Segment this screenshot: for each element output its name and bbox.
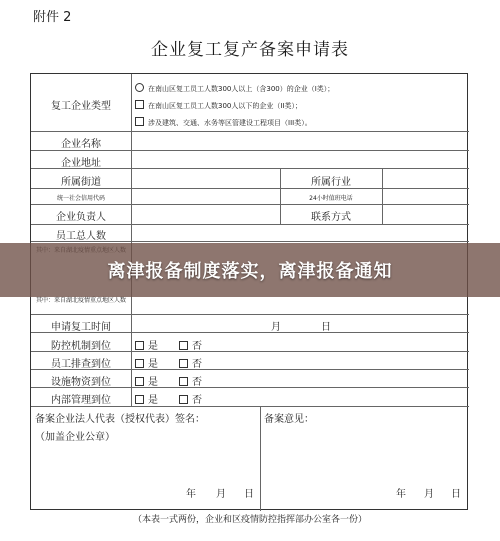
check-label-2: 员工排查到位 — [51, 359, 111, 370]
check-no-2[interactable]: 否 — [179, 355, 202, 370]
right-date-month: 月 — [424, 489, 434, 500]
total-staff-label: 员工总人数 — [56, 231, 106, 242]
contact-label: 联系方式 — [311, 212, 351, 223]
company-address-label: 企业地址 — [61, 158, 101, 169]
hotline-label: 24小时值班电话 — [309, 195, 353, 202]
check-no-3[interactable]: 否 — [179, 373, 202, 388]
type-option-2[interactable]: 在南山区复工员工人数300人以下的企业（II类）； — [135, 100, 302, 111]
check-label-1: 防控机制到位 — [51, 341, 111, 352]
checkbox-icon — [135, 359, 144, 368]
industry-label: 所属行业 — [311, 177, 351, 188]
checkbox-icon — [135, 395, 144, 404]
overlay-banner — [0, 243, 500, 297]
checkbox-icon — [135, 100, 144, 109]
checkbox-icon — [179, 377, 188, 386]
left-date-day: 日 — [244, 489, 254, 500]
responsible-label: 企业负责人 — [56, 212, 106, 223]
footer-note: （本表一式两份，企业和区疫情防控指挥部办公室各一份） — [132, 515, 367, 525]
checkbox-icon — [135, 341, 144, 350]
check-label-3: 设施物资到位 — [51, 377, 111, 388]
type-label: 复工企业类型 — [51, 101, 111, 112]
left-date-year: 年 — [186, 489, 196, 500]
check-yes-2[interactable]: 是 — [135, 355, 158, 370]
check-no-1[interactable]: 否 — [179, 337, 202, 352]
checkbox-icon — [135, 377, 144, 386]
document-title: 企业复工复产备案申请表 — [151, 40, 349, 60]
company-name-label: 企业名称 — [61, 139, 101, 150]
left-date-month: 月 — [216, 489, 226, 500]
credit-code-label: 统一社会信用代码 — [56, 195, 105, 202]
check-no-4[interactable]: 否 — [179, 391, 202, 406]
sign-left-line-1: 备案企业法人代表（授权代表）签名： — [35, 414, 205, 425]
right-date-year: 年 — [396, 489, 406, 500]
checkbox-icon — [179, 341, 188, 350]
check-yes-4[interactable]: 是 — [135, 391, 158, 406]
right-date-day: 日 — [451, 489, 461, 500]
street-label: 所属街道 — [61, 177, 101, 188]
type-option-1[interactable]: 在南山区复工员工人数300人以上（含300）的企业（I类）； — [135, 83, 334, 94]
apply-time-label: 申请复工时间 — [51, 322, 111, 333]
checkbox-icon — [135, 117, 144, 126]
type-option-3[interactable]: 涉及建筑、交通、水务等区管建设工程项目（III类）。 — [135, 117, 312, 128]
check-yes-1[interactable]: 是 — [135, 337, 158, 352]
check-label-4: 内部管理到位 — [51, 395, 111, 406]
sign-left-line-2: （加盖企业公章） — [35, 432, 115, 443]
checkbox-icon — [179, 395, 188, 404]
banner-text: 离津报备制度落实，离津报备通知 — [107, 261, 393, 282]
radio-selected-icon — [135, 83, 144, 92]
sign-right-label: 备案意见： — [264, 414, 314, 425]
apply-month: 月 — [271, 322, 281, 333]
apply-day: 日 — [321, 322, 331, 333]
attachment-label: 附件 2 — [33, 10, 72, 25]
staff-note-2: 其中：来自湖北疫情重点地区人数 — [35, 297, 126, 304]
checkbox-icon — [179, 359, 188, 368]
check-yes-3[interactable]: 是 — [135, 373, 158, 388]
